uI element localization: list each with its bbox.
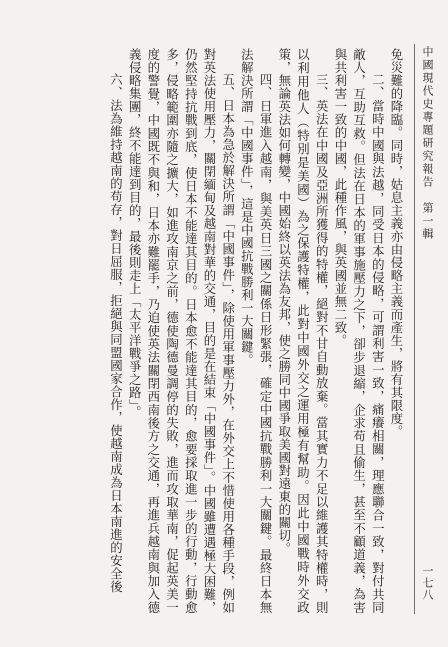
header-rule	[414, 44, 415, 614]
paragraph-point-6: 六、法為維持越南的苟存，對日屈服，拒絕與同盟國家合作，使越南成為日本南進的安全後	[108, 72, 124, 593]
paragraph-point-4: 四、日軍進入越南，與美英日三國之關係日形緊張，確定中國抗戰勝利一大關鍵。最終日本無法解決所謂「中國事件」，這是中國抗戰勝利一大關鍵。	[239, 48, 274, 614]
paragraph-continued: 免災難的降臨。同時，姑息主義亦由侵略主義而產生，將有其限度。	[389, 48, 404, 438]
page-number: 一七八	[421, 565, 434, 601]
paragraph-point-5: 五、日本為急於解決所謂「中國事件」，除使用軍事壓力外，在外交上不惜使用各種手段，例如對英法使用壓力，關閉緬甸及越南對華的交通，目的是在結束「中國事件」。中國雖遭遇極大困難，仍然堅持抗戰到底，使日本不能達其目的。日本愈不能達其目的，愈要採取進一步的行動，行動愈多，侵略範圍亦隨之擴大，如進攻南京之前，德使陶德曼調停的失敗，進而攻取華南，促起英美一度的警覺，中國既不與和，日本亦難罷手，乃迫使英法關閉西南後方之交通，再進兵越南與加入德義侵略集團，終不能達到目的，最後則走上「太平洋戰爭之路」。	[127, 48, 236, 614]
body-text	[37, 48, 405, 614]
paragraph-point-3: 三、英法在中國及亞洲所獲得的特權，絕對不甘自動放棄。當其實力不足以維護其特權時，則以利用他人（特別是美國）為之保護特權，此對中國外交之運用極有幫助。因此中國戰時外交政策，無論英法如何轉變，中國始終以英法為友邦，使之勝同中國爭取美國對遠東的關切。	[276, 48, 330, 614]
running-header: 中國現代史專題研究報告 第一輯	[421, 46, 434, 241]
paragraph-point-2: 二、當時中國與法越，同受日本的侵略，可謂利害一致，痛癢相關，理應聯合一致，對付共同敵人，互助互救。但法在日本的軍事施壓力之下，卻步退縮，企求苟且偷生，甚至不顧道義，為害與共利害一致的中國，此種作風，與英國並無二致。	[332, 48, 386, 614]
